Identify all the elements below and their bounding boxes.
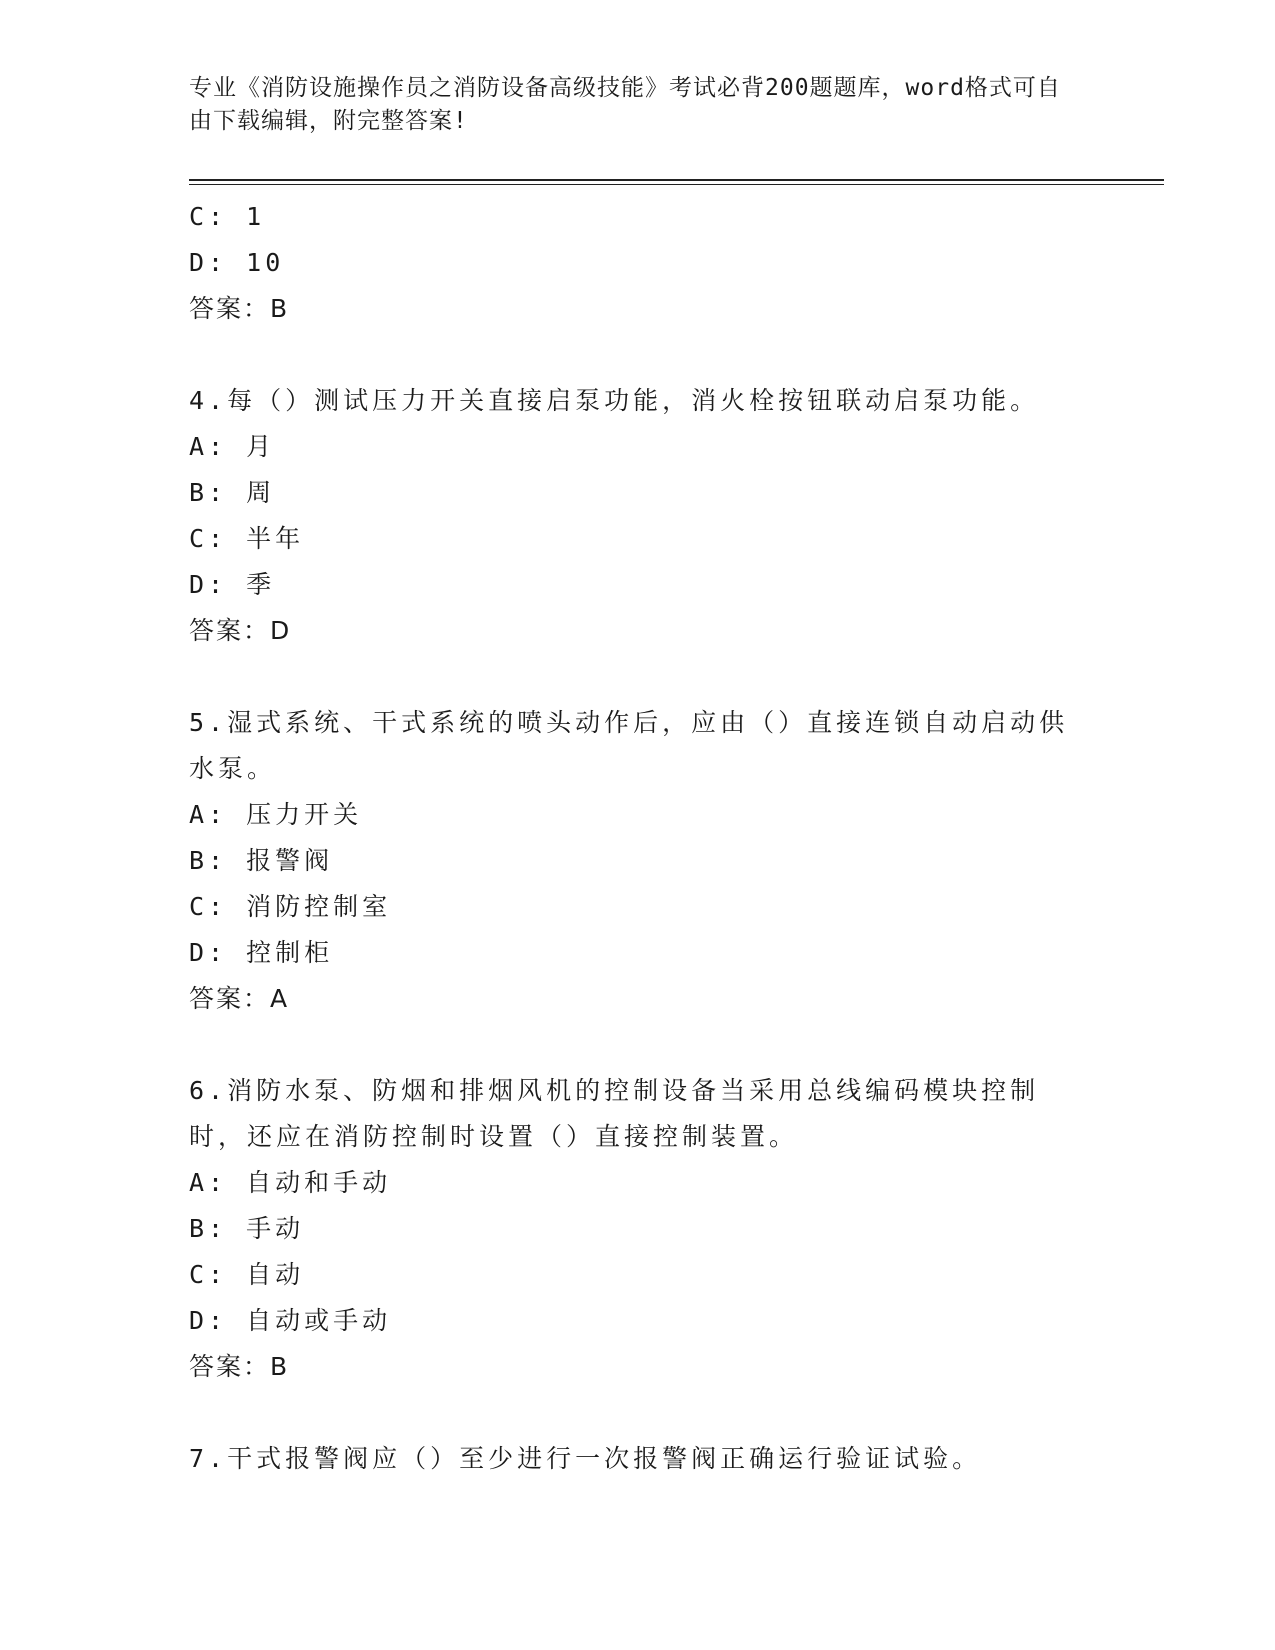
question-stem: 7.干式报警阀应（）至少进行一次报警阀正确运行验证试验。 <box>189 1444 982 1473</box>
answer-line: 答案：B <box>189 1352 290 1381</box>
option-d: D: 季 <box>189 570 276 599</box>
question-list <box>189 194 1069 1482</box>
header-divider-thin <box>189 184 1164 185</box>
question-5 <box>189 700 1069 1022</box>
answer-line: 答案：A <box>189 984 290 1013</box>
option-d: D: 自动或手动 <box>189 1306 392 1335</box>
option-c: C: 自动 <box>189 1260 305 1289</box>
header-divider <box>189 179 1164 181</box>
option-a: A: 自动和手动 <box>189 1168 392 1197</box>
document-header: 专业《消防设施操作员之消防设备高级技能》考试必背200题题库，word格式可自由下载编辑，附完整答案! <box>189 75 1061 134</box>
answer-line: 答案：D <box>189 616 292 645</box>
option-c: C: 1 <box>189 202 266 231</box>
question-7 <box>189 1436 1069 1482</box>
option-d: D: 控制柜 <box>189 938 334 967</box>
question-stem: 6.消防水泵、防烟和排烟风机的控制设备当采用总线编码模块控制时，还应在消防控制时设置（）直接控制装置。 <box>189 1076 1040 1151</box>
option-d: D: 10 <box>189 248 285 277</box>
option-c: C: 消防控制室 <box>189 892 392 921</box>
question-stem: 5.湿式系统、干式系统的喷头动作后，应由（）直接连锁自动启动供水泵。 <box>189 708 1069 783</box>
option-a: A: 压力开关 <box>189 800 363 829</box>
option-b: B: 周 <box>189 478 276 507</box>
question-stem: 4.每（）测试压力开关直接启泵功能，消火栓按钮联动启泵功能。 <box>189 386 1040 415</box>
option-b: B: 报警阀 <box>189 846 334 875</box>
option-a: A: 月 <box>189 432 276 461</box>
answer-line: 答案：B <box>189 294 290 323</box>
option-b: B: 手动 <box>189 1214 305 1243</box>
question-4 <box>189 378 1069 654</box>
question-3-tail <box>189 194 1069 332</box>
question-6 <box>189 1068 1069 1390</box>
option-c: C: 半年 <box>189 524 305 553</box>
